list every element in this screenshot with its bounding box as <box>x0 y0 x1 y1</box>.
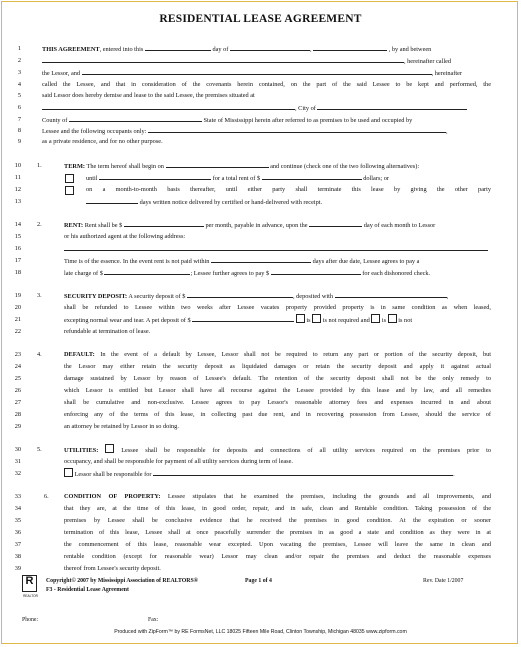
county-field[interactable] <box>69 114 202 122</box>
late-charge-field[interactable] <box>104 267 190 275</box>
term-monthly-checkbox[interactable] <box>65 186 74 195</box>
line-21: 21 excepting normal wear and tear. A pet deposit of $ is is not required and is is not <box>14 316 413 324</box>
line-1: 1 THIS AGREEMENT, entered into this day of , , by and between <box>17 45 432 53</box>
line-13: 13 days written notice delivered by certified or hand-delivered with receipt. <box>14 198 323 206</box>
security-deposit-field[interactable] <box>187 290 293 298</box>
line-25: 25 damage sustained by Lessor by reason of Lessee's default. The retention of the security deposit shall not be the only remedy to <box>14 375 491 382</box>
total-rent-field[interactable] <box>262 172 362 180</box>
premises-address-field[interactable] <box>42 102 295 110</box>
rent-due-day-field[interactable] <box>309 219 362 227</box>
page-number: Page 1 of 4 <box>245 578 272 584</box>
term-fixed-checkbox[interactable] <box>65 174 74 183</box>
fax-label: Fax: <box>148 617 159 623</box>
line-12: 12 on a month-to-month basis thereafter, until either party shall terminate this lease by giving the other party <box>14 186 491 193</box>
occupants-field[interactable] <box>148 125 446 133</box>
line-8: 8 Lessee and the following occupants only: , <box>17 127 448 135</box>
line-27: 27 shall be cumulative and non-exclusive. Lessee agrees to pay Lessor's reasonable attorney fees and expenses incurred in and about <box>14 399 491 406</box>
default-heading: DEFAULT: <box>64 351 95 358</box>
line-17: 17 Time is of the essence. In the event rent is not paid within days after due date, Lessee agrees to pay a <box>14 257 420 265</box>
realtor-logo: R REALTOR <box>23 575 38 598</box>
dishonored-check-fee-field[interactable] <box>271 267 361 275</box>
pet-not-refundable-checkbox[interactable] <box>388 314 397 323</box>
grace-days-field[interactable] <box>211 255 311 263</box>
monthly-rent-field[interactable] <box>124 219 204 227</box>
lessor-utilities-field[interactable] <box>153 468 453 476</box>
rent-heading: RENT: <box>64 222 84 229</box>
line-34: 34 that they are, at the time of this lease, in good order, repair, and in safe, clean and Rentable condition. Taking possession of the <box>14 505 491 512</box>
line-2: 2 , hereinafter called <box>17 57 452 65</box>
line-16: 16 <box>0 243 521 254</box>
line-15: 15 or his authorized agent at the following address: <box>14 233 186 240</box>
agreement-heading: THIS AGREEMENT <box>42 46 100 53</box>
phone-label: Phone: <box>22 617 39 623</box>
line-4: 4 called the Lessee, and that in consideration of the covenants herein contained, on the part of the said Lessee to be kept and performed, the <box>17 81 491 88</box>
term-heading: TERM: <box>64 163 85 170</box>
line-3: 3 the Lessor, and , hereinafter <box>17 69 463 77</box>
deposit-holder-field[interactable] <box>335 290 447 298</box>
agreement-date-field[interactable] <box>145 43 211 51</box>
line-32: 32 Lessor shall be responsible for . <box>14 470 455 478</box>
line-30: 30 5. UTILITIES: Lessee shall be responsible for deposits and connections of all utility services required on the premises prior to <box>14 446 492 454</box>
line-38: 38 rentable condition (except for reasonable wear) Lessor may clean and/or repair the premises and deduct the reasonable expenses <box>14 553 491 560</box>
line-39: 39 thereof from Lessee's security deposit. <box>14 565 161 572</box>
agreement-month-field[interactable] <box>230 43 310 51</box>
lessor-name-field[interactable] <box>42 55 404 63</box>
city-field[interactable] <box>317 102 467 110</box>
line-26: 26 which Lessor is entitled but Lessor shall have all recourse against the Lessee provided by this lease and by law, and all remedies <box>14 387 491 394</box>
agreement-year-field[interactable] <box>313 43 387 51</box>
line-28: 28 enforcing any of the terms of this lease, in collecting past due rent, and in recovering possession from Lessee, should the service of <box>14 411 491 418</box>
document-title: RESIDENTIAL LEASE AGREEMENT <box>159 13 362 25</box>
pet-not-required-checkbox[interactable] <box>312 314 321 323</box>
lessee-name-field[interactable] <box>82 67 432 75</box>
copyright-text: Copyright© 2007 by Mississippi Association of REALTORS® <box>46 578 199 584</box>
pet-deposit-field[interactable] <box>192 314 294 322</box>
term-start-field[interactable] <box>166 160 269 168</box>
line-20: 20 shall be refunded to Lessee within two weeks after Lessee vacates property provided property is in same condition as when leased, <box>14 304 491 311</box>
line-10: 10 1. TERM: The term hereof shall begin on and continue (check one of the two following alternatives): <box>14 162 420 170</box>
revision-date: Rev. Date 1/2007 <box>423 578 464 584</box>
line-9: 9 as a private residence, and for no other purpose. <box>17 138 163 145</box>
line-19: 19 3. SECURITY DEPOSIT: A security deposit of $ , deposited with , <box>14 292 449 300</box>
line-33: 33 6. CONDITION OF PROPERTY: Lessee stipulates that he examined the premises, including the grounds and all improvements, and <box>14 493 491 500</box>
line-24: 24 the Lessor may either retain the security deposit as liquidated damages or retain the security deposit and apply it against actual <box>14 363 491 370</box>
pet-required-checkbox[interactable] <box>296 314 305 323</box>
utilities-heading: UTILITIES: <box>64 447 99 454</box>
line-23: 23 4. DEFAULT: In the event of a default by Lessee, Lessor shall not be required to return any part or portion of the security deposit, but <box>14 351 491 358</box>
rent-address-field[interactable] <box>64 243 488 251</box>
term-end-field[interactable] <box>99 172 211 180</box>
line-29: 29 an attorney be retained by Lessor in so doing. <box>14 423 179 430</box>
form-name: F3 - Residential Lease Agreement <box>46 587 129 593</box>
line-6: 6 , City of <box>0 102 521 113</box>
line-11: 11 until for a total rent of $ dollars; or <box>14 174 389 182</box>
line-37: 37 the commencement of this lease, reasonable wear excepted. Upon vacating the premises, Lessee will leave the same in clean and <box>14 541 491 548</box>
utilities-lessor-checkbox[interactable] <box>64 468 73 477</box>
line-22: 22 refundable at termination of lease. <box>14 328 151 335</box>
condition-heading: CONDITION OF PROPERTY: <box>64 493 161 500</box>
line-7: 7 County of State of Mississippi herein after referred to as premises to be used and occupied by <box>17 116 413 124</box>
line-35: 35 premises by Lessee shall be conclusive evidence that he received the premises in good condition. At the expiration or sooner <box>14 517 491 524</box>
line-36: 36 termination of this lease, Lessee shall at once peacefully surrender the premises in as good a state and condition as they were in at <box>14 529 491 536</box>
line-31: 31 occupancy, and shall be responsible for payment of all utility services during term of lease. <box>14 458 294 465</box>
security-deposit-heading: SECURITY DEPOSIT: <box>64 293 128 300</box>
pet-refundable-checkbox[interactable] <box>371 314 380 323</box>
utilities-lessee-checkbox[interactable] <box>105 444 114 453</box>
notice-days-field[interactable] <box>86 196 138 204</box>
line-5: 5 said Lessor does hereby demise and lease to the said Lessee, the premises situated at <box>17 92 255 99</box>
line-14: 14 2. RENT: Rent shall be $ per month, payable in advance, upon the day of each month to Lessor <box>14 221 436 229</box>
zipform-credit: Produced with ZipForm™ by RE FormsNet, LLC 18025 Fifteen Mile Road, Clinton Township, Michigan 48035 www.zipform.com <box>114 629 407 635</box>
line-18: 18 late charge of $ ; Lessee further agrees to pay $ for each dishonored check. <box>14 269 431 277</box>
